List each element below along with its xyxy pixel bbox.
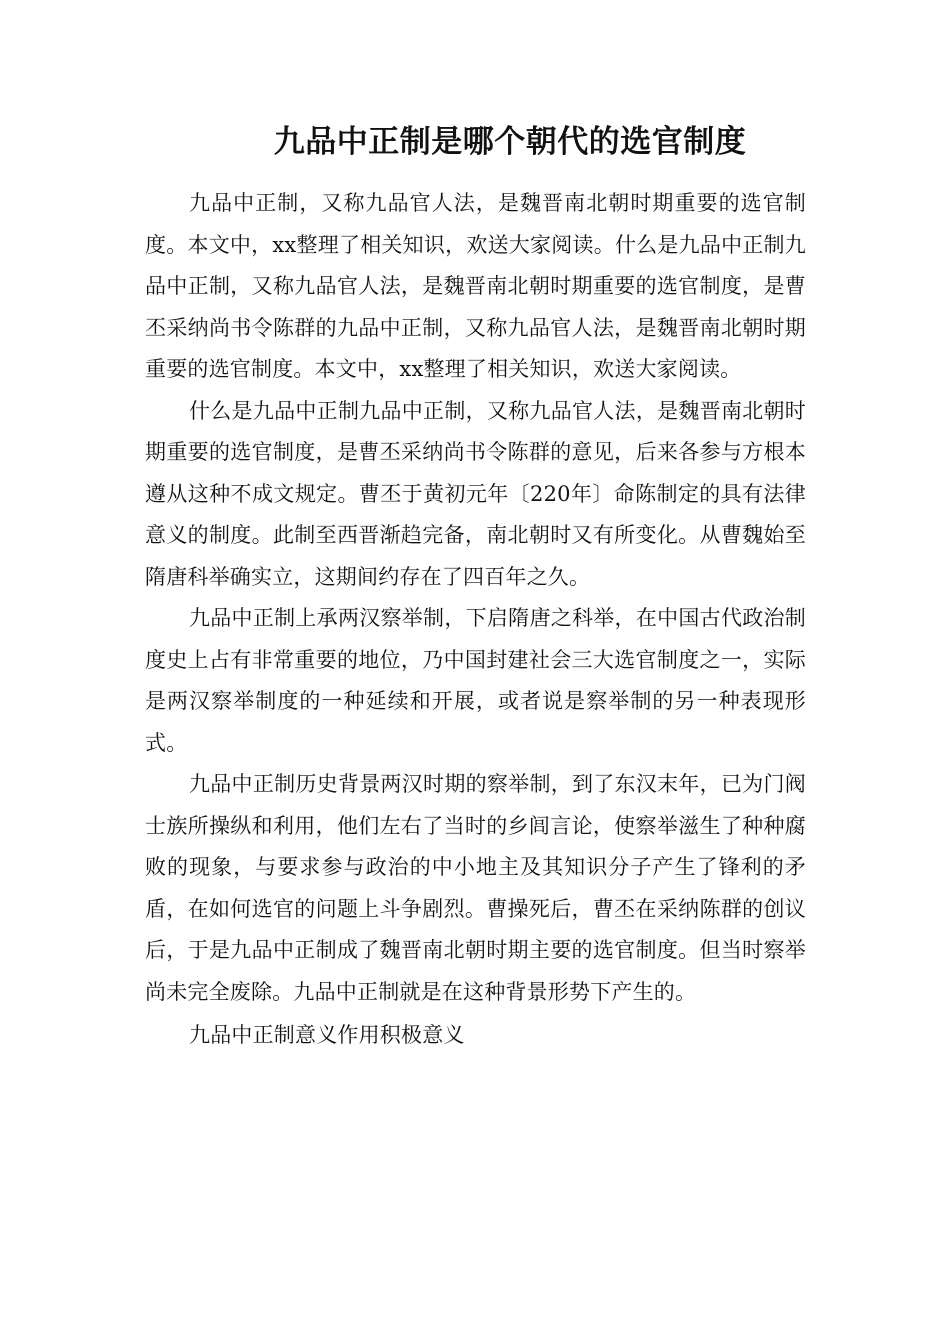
paragraph-what-is: 什么是九品中正制九品中正制，又称九品官人法，是魏晋南北朝时期重要的选官制度，是曹丕采纳尚书令陈群的意见，后来各参与方根本遵从这种不成文规定。曹丕于黄初元年〔220年〕命陈制定的具有法律意义的制度。此制至西晋渐趋完备，南北朝时又有所变化。从曹魏始至隋唐科举确实立，这期间约存在了四百年之久。: [145, 398, 806, 589]
document-title: 九品中正制是哪个朝代的选官制度: [273, 124, 747, 160]
paragraph-background: 九品中正制历史背景两汉时期的察举制，到了东汉末年，已为门阀士族所操纵和利用，他们左右了当时的乡闾言论，使察举滋生了种种腐败的现象，与要求参与政治的中小地主及其知识分子产生了锋利的矛盾，在如何选官的问题上斗争剧烈。曹操死后，曹丕在采纳陈群的创议后，于是九品中正制成了魏晋南北朝时期主要的选官制度。但当时察举尚未完全废除。九品中正制就是在这种背景形势下产生的。: [145, 772, 806, 1004]
section-heading-significance: 九品中正制意义作用积极意义: [189, 1023, 465, 1047]
document-body: [145, 183, 806, 1057]
paragraph-intro: 九品中正制，又称九品官人法，是魏晋南北朝时期重要的选官制度。本文中，xx整理了相关知识，欢送大家阅读。什么是九品中正制九品中正制，又称九品官人法，是魏晋南北朝时期重要的选官制度，是曹丕采纳尚书令陈群的九品中正制，又称九品官人法，是魏晋南北朝时期重要的选官制度。本文中，xx整理了相关知识，欢送大家阅读。: [145, 191, 806, 381]
paragraph-significance: 九品中正制上承两汉察举制，下启隋唐之科举，在中国古代政治制度史上占有非常重要的地位，乃中国封建社会三大选官制度之一，实际是两汉察举制度的一种延续和开展，或者说是察举制的另一种表现形式。: [145, 606, 806, 755]
